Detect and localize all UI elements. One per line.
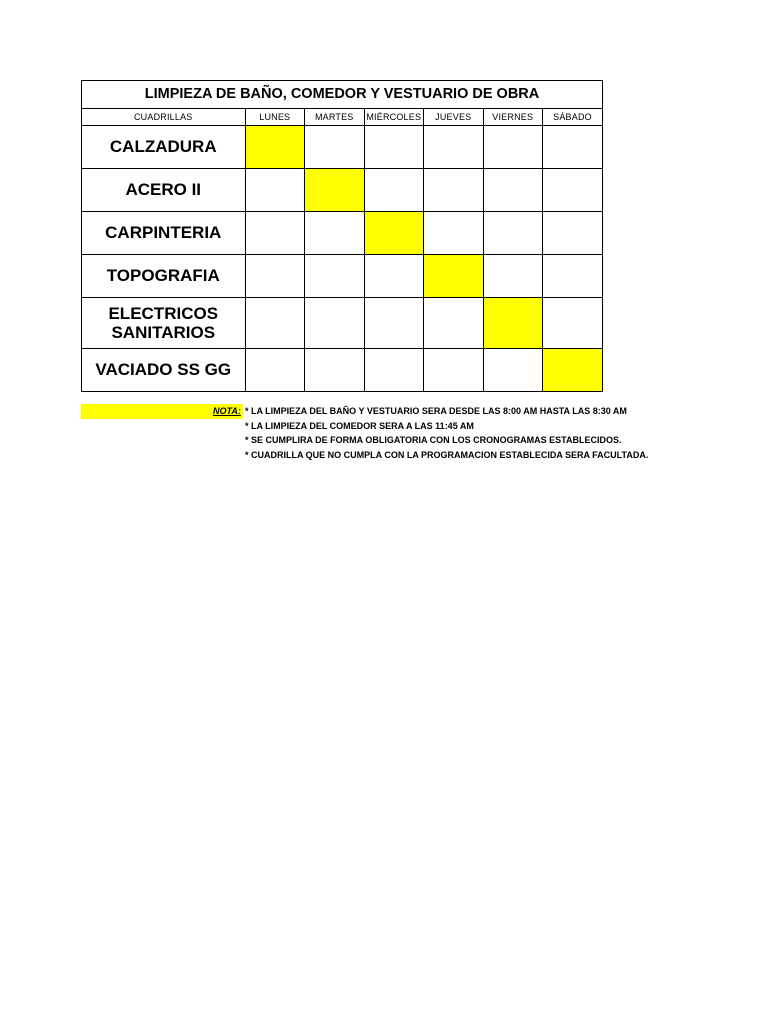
day-cell (424, 125, 484, 168)
day-cell (364, 348, 424, 391)
schedule-row (82, 297, 602, 348)
day-cell (364, 254, 424, 297)
day-cell (424, 211, 484, 254)
day-cell (245, 254, 305, 297)
day-cell (424, 348, 484, 391)
day-cell (364, 297, 424, 348)
day-cell (305, 348, 365, 391)
day-cell (483, 168, 543, 211)
header-day-sabado: SÁBADO (543, 109, 603, 125)
day-cell (364, 125, 424, 168)
note-line: * LA LIMPIEZA DEL COMEDOR SERA A LAS 11:45 AM (245, 420, 474, 431)
assigned-day-cell (483, 297, 543, 348)
day-cell (483, 254, 543, 297)
day-cell (483, 125, 543, 168)
day-cell (305, 254, 365, 297)
schedule-table (82, 109, 602, 391)
day-cell (245, 211, 305, 254)
day-cell (543, 297, 603, 348)
sheet-title: LIMPIEZA DE BAÑO, COMEDOR Y VESTUARIO DE OBRA (82, 81, 602, 109)
header-day-martes: MARTES (305, 109, 365, 125)
header-day-viernes: VIERNES (483, 109, 543, 125)
day-cell (245, 297, 305, 348)
day-cell (543, 211, 603, 254)
crew-name: CARPINTERIA (82, 211, 245, 254)
schedule-row (82, 211, 602, 254)
schedule-row (82, 168, 602, 211)
assigned-day-cell (245, 125, 305, 168)
day-cell (424, 168, 484, 211)
crew-name: CALZADURA (82, 125, 245, 168)
note-line: * CUADRILLA QUE NO CUMPLA CON LA PROGRAMACION ESTABLECIDA SERA FACULTADA. (245, 449, 649, 460)
note-row (81, 448, 681, 463)
nota-label: NOTA: (213, 406, 241, 416)
day-cell (543, 125, 603, 168)
day-cell (305, 125, 365, 168)
assigned-day-cell (424, 254, 484, 297)
note-row (81, 433, 681, 448)
crew-name: VACIADO SS GG (82, 348, 245, 391)
schedule-row (82, 254, 602, 297)
assigned-day-cell (543, 348, 603, 391)
header-row (82, 109, 602, 125)
day-cell (543, 168, 603, 211)
notes-block (81, 404, 681, 462)
schedule-row (82, 125, 602, 168)
day-cell (364, 168, 424, 211)
note-line: * LA LIMPIEZA DEL BAÑO Y VESTUARIO SERA DESDE LAS 8:00 AM HASTA LAS 8:30 AM (245, 406, 627, 416)
day-cell (245, 168, 305, 211)
crew-name: ACERO II (82, 168, 245, 211)
day-cell (543, 254, 603, 297)
header-day-miercoles: MIÉRCOLES (364, 109, 424, 125)
schedule-body (82, 125, 602, 391)
note-row (81, 419, 681, 434)
day-cell (245, 348, 305, 391)
crew-name: ELECTRICOS SANITARIOS (82, 297, 245, 348)
note-row (81, 404, 681, 419)
header-crew: CUADRILLAS (82, 109, 245, 125)
day-cell (305, 211, 365, 254)
schedule-row (82, 348, 602, 391)
day-cell (483, 348, 543, 391)
assigned-day-cell (364, 211, 424, 254)
schedule-sheet (81, 80, 603, 392)
header-day-jueves: JUEVES (424, 109, 484, 125)
note-line: * SE CUMPLIRA DE FORMA OBLIGATORIA CON LOS CRONOGRAMAS ESTABLECIDOS. (245, 435, 622, 445)
crew-name: TOPOGRAFIA (82, 254, 245, 297)
assigned-day-cell (305, 168, 365, 211)
day-cell (483, 211, 543, 254)
day-cell (424, 297, 484, 348)
header-day-lunes: LUNES (245, 109, 305, 125)
day-cell (305, 297, 365, 348)
